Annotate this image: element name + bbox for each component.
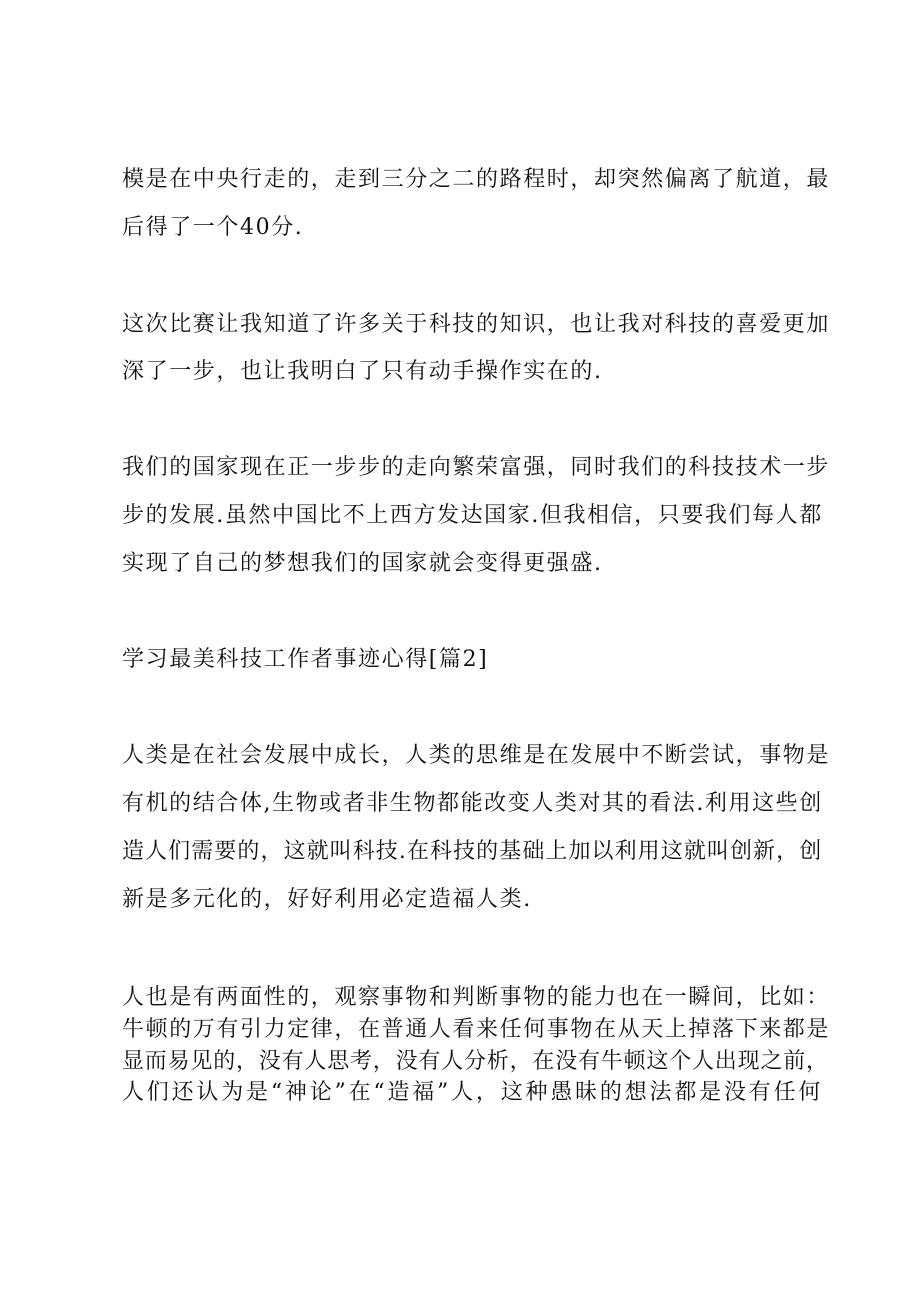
paragraph-5-line-1: 人也是有两面性的，观察事物和判断事物的能力也在一瞬间，比如： bbox=[122, 985, 831, 1010]
section-heading: 学习最美科技工作者事迹心得[篇2] bbox=[122, 647, 489, 672]
paragraph-1-line-1: 模是在中央行走的，走到三分之二的路程时，却突然偏离了航道，最 bbox=[122, 167, 831, 192]
paragraph-3-line-3: 实现了自己的梦想我们的国家就会变得更强盛. bbox=[122, 551, 603, 576]
paragraph-4-line-3: 造人们需要的，这就叫科技.在科技的基础上加以利用这就叫创新，创 bbox=[122, 839, 822, 864]
paragraph-2-line-2: 深了一步，也让我明白了只有动手操作实在的. bbox=[122, 359, 603, 384]
paragraph-4-line-4: 新是多元化的，好好利用必定造福人类. bbox=[122, 887, 532, 912]
paragraph-5-line-3: 显而易见的，没有人思考，没有人分析，在没有牛顿这个人出现之前， bbox=[122, 1049, 829, 1074]
paragraph-4-line-1: 人类是在社会发展中成长，人类的思维是在发展中不断尝试，事物是 bbox=[122, 743, 831, 768]
paragraph-5-line-4: 人们还认为是“神论”在“造福”人，这种愚昧的想法都是没有任何 bbox=[122, 1080, 822, 1105]
paragraph-5-line-2: 牛顿的万有引力定律，在普通人看来任何事物在从天上掉落下来都是 bbox=[122, 1017, 831, 1042]
paragraph-3-line-1: 我们的国家现在正一步步的走向繁荣富强，同时我们的科技技术一步 bbox=[122, 455, 831, 480]
paragraph-3-line-2: 步的发展.虽然中国比不上西方发达国家.但我相信，只要我们每人都 bbox=[122, 503, 822, 528]
paragraph-2-line-1: 这次比赛让我知道了许多关于科技的知识，也让我对科技的喜爱更加 bbox=[122, 312, 831, 337]
paragraph-1-line-2: 后得了一个40分. bbox=[122, 215, 304, 240]
paragraph-4-line-2: 有机的结合体,生物或者非生物都能改变人类对其的看法.利用这些创 bbox=[122, 791, 822, 816]
